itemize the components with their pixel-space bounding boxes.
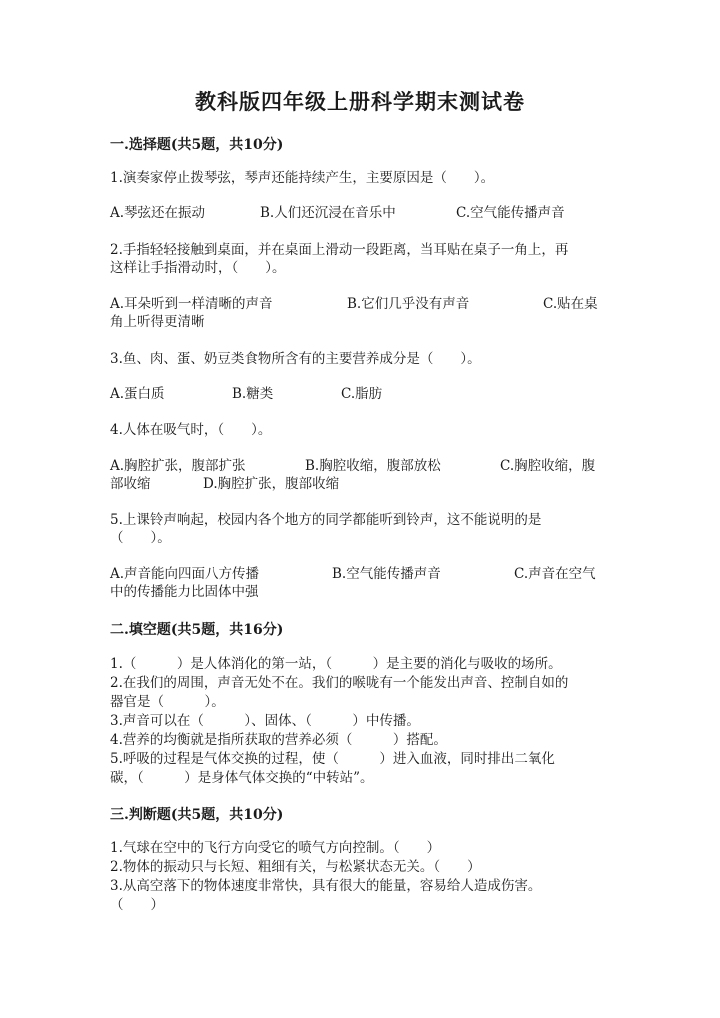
judge-line-1: 1.气球在空中的飞行方向受它的喷气方向控制。（ ） (110, 840, 441, 856)
question-2-option-a: A.耳朵听到一样清晰的声音 (110, 296, 273, 312)
fill-line-6: 5.呼吸的过程是气体交换的过程，使（ ）进入血液，同时排出二氧化 (110, 751, 555, 767)
fill-line-4: 3.声音可以在（ ）、固体、（ ）中传播。 (110, 713, 420, 729)
question-1-option-b: B.人们还沉浸在音乐中 (260, 205, 396, 221)
fill-line-1: 1.（ ）是人体消化的第一站，（ ）是主要的消化与吸收的场所。 (110, 656, 562, 672)
judge-line-4: （ ） (110, 897, 164, 913)
question-4-option-d: D.胸腔扩张，腹部收缩 (203, 476, 340, 492)
question-5-option-b: B.空气能传播声音 (332, 566, 441, 582)
question-4-stem: 4.人体在吸气时，（ ）。 (110, 422, 272, 438)
fill-line-5: 4.营养的均衡就是指所获取的营养必须（ ）搭配。 (110, 732, 447, 748)
section-heading-fill: 二.填空题(共5题，共16分) (110, 622, 284, 638)
question-4-option-c-line-2: 部收缩 (110, 476, 151, 492)
question-4-option-b: B.胸腔收缩，腹部放松 (305, 458, 441, 474)
fill-line-2: 2.在我们的周围，声音无处不在。我们的喉咙有一个能发出声音、控制自如的 (110, 675, 569, 691)
question-4-option-a: A.胸腔扩张，腹部扩张 (110, 458, 246, 474)
question-5-stem-line-1: 5.上课铃声响起，校园内各个地方的同学都能听到铃声，这不能说明的是 (110, 512, 542, 528)
question-5-stem-line-2: （ ）。 (110, 530, 171, 546)
question-1-option-c: C.空气能传播声音 (456, 205, 565, 221)
section-heading-judge: 三.判断题(共5题，共10分) (110, 807, 284, 823)
question-2-stem-line-2: 这样让手指滑动时，（ ）。 (110, 260, 286, 276)
question-2-stem-line-1: 2.手指轻轻接触到桌面，并在桌面上滑动一段距离，当耳贴在桌子一角上，再 (110, 242, 569, 258)
question-5-option-a: A.声音能向四面八方传播 (110, 566, 260, 582)
question-3-stem: 3.鱼、肉、蛋、奶豆类食物所含有的主要营养成分是（ ）。 (110, 351, 481, 367)
question-1-option-a: A.琴弦还在振动 (110, 205, 206, 221)
question-3-option-b: B.糖类 (232, 386, 274, 402)
question-2-option-c-line-1: C.贴在桌 (543, 296, 598, 312)
question-5-option-c-line-1: C.声音在空气 (514, 566, 596, 582)
question-1-stem: 1.演奏家停止拨琴弦，琴声还能持续产生，主要原因是（ ）。 (110, 170, 495, 186)
judge-line-2: 2.物体的振动只与长短、粗细有关，与松紧状态无关。（ ） (110, 859, 481, 875)
question-2-option-b: B.它们几乎没有声音 (347, 296, 470, 312)
question-4-option-c-line-1: C.胸腔收缩，腹 (500, 458, 596, 474)
question-5-option-c-line-2: 中的传播能力比固体中强 (110, 584, 259, 600)
fill-line-7: 碳，（ ）是身体气体交换的“中转站”。 (110, 770, 374, 786)
fill-line-3: 器官是（ ）。 (110, 694, 225, 710)
question-3-option-c: C.脂肪 (341, 386, 383, 402)
question-2-option-c-line-2: 角上听得更清晰 (110, 314, 205, 330)
section-heading-choice: 一.选择题(共5题，共10分) (110, 137, 284, 153)
page-title: 教科版四年级上册科学期末测试卷 (195, 89, 525, 114)
judge-line-3: 3.从高空落下的物体速度非常快，具有很大的能量，容易给人造成伤害。 (110, 878, 542, 894)
question-3-option-a: A.蛋白质 (110, 386, 165, 402)
